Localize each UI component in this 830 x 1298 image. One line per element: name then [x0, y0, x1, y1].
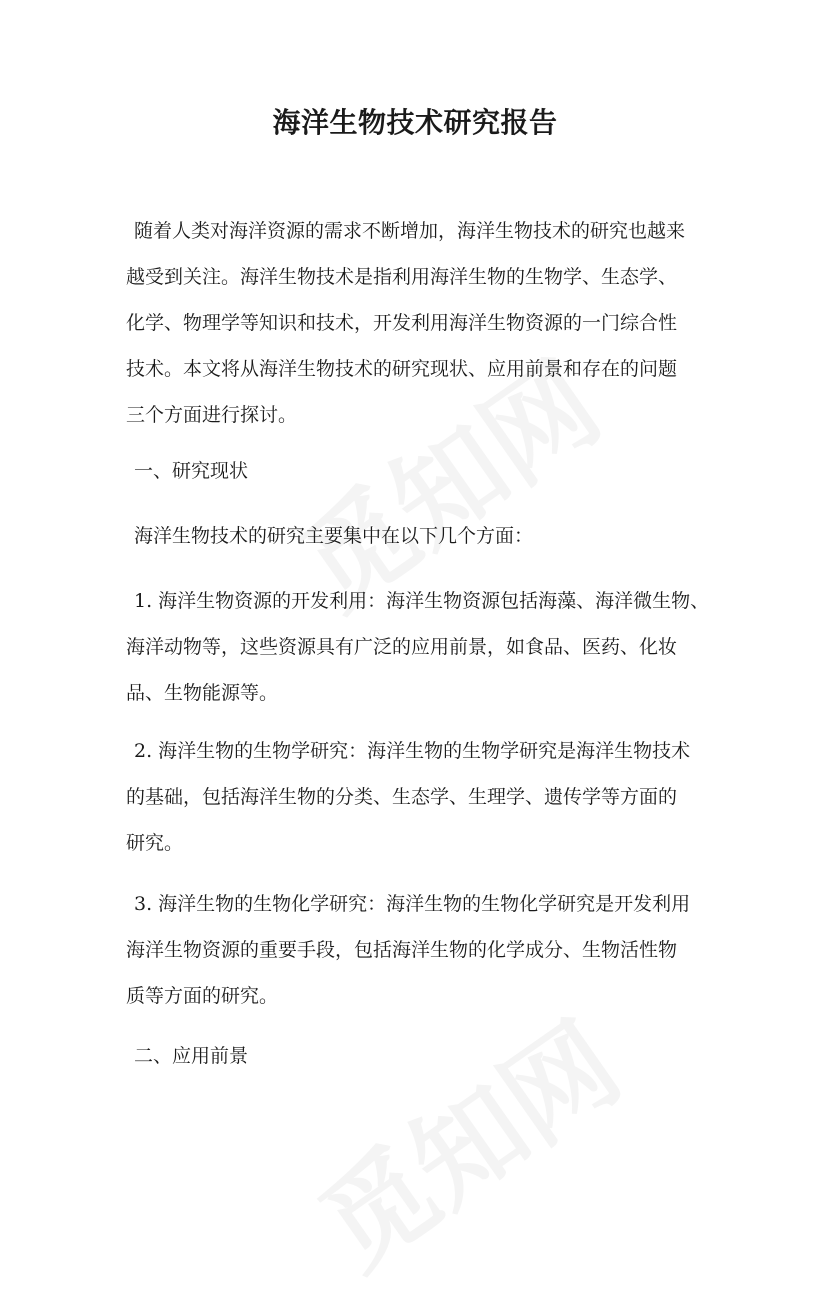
- paragraph-line: 3. 海洋生物的生物化学研究：海洋生物的生物化学研究是开发利用: [134, 893, 691, 915]
- paragraph-line: 的基础，包括海洋生物的分类、生态学、生理学、遗传学等方面的: [126, 786, 678, 808]
- paragraph-line: 化学、物理学等知识和技术，开发利用海洋生物资源的一门综合性: [126, 312, 678, 334]
- paragraph-line: 技术。本文将从海洋生物技术的研究现状、应用前景和存在的问题: [126, 358, 678, 380]
- list-item-3: [126, 881, 716, 1019]
- paragraph-line: 越受到关注。海洋生物技术是指利用海洋生物的生物学、生态学、: [126, 266, 678, 288]
- section-heading: [126, 448, 716, 494]
- document-title: 海洋生物技术研究报告: [272, 106, 558, 139]
- paragraph-line: 2. 海洋生物的生物学研究：海洋生物的生物学研究是海洋生物技术: [134, 740, 691, 762]
- paragraph-line: 质等方面的研究。: [126, 985, 279, 1007]
- section-heading-text: 一、研究现状: [134, 460, 249, 482]
- intro-paragraph: [126, 208, 716, 438]
- paragraph-line: 品、生物能源等。: [126, 682, 279, 704]
- section-heading-text: 二、应用前景: [134, 1045, 249, 1067]
- list-item-1: [126, 578, 716, 716]
- paragraph-line: 海洋生物技术的研究主要集中在以下几个方面：: [134, 525, 534, 547]
- paragraph-line: 三个方面进行探讨。: [126, 404, 298, 426]
- paragraph-line: 海洋动物等，这些资源具有广泛的应用前景，如食品、医药、化妆: [126, 636, 678, 658]
- watermark: [285, 980, 646, 1298]
- paragraph-line: 随着人类对海洋资源的需求不断增加，海洋生物技术的研究也越来: [134, 220, 686, 242]
- section-lead: [126, 513, 716, 559]
- paragraph-line: 海洋生物资源的重要手段，包括海洋生物的化学成分、生物活性物: [126, 939, 678, 961]
- paragraph-line: 1. 海洋生物资源的开发利用：海洋生物资源包括海藻、海洋微生物、: [134, 590, 710, 612]
- section-heading: [126, 1033, 716, 1079]
- paragraph-line: 研究。: [126, 832, 184, 854]
- list-item-2: [126, 728, 716, 866]
